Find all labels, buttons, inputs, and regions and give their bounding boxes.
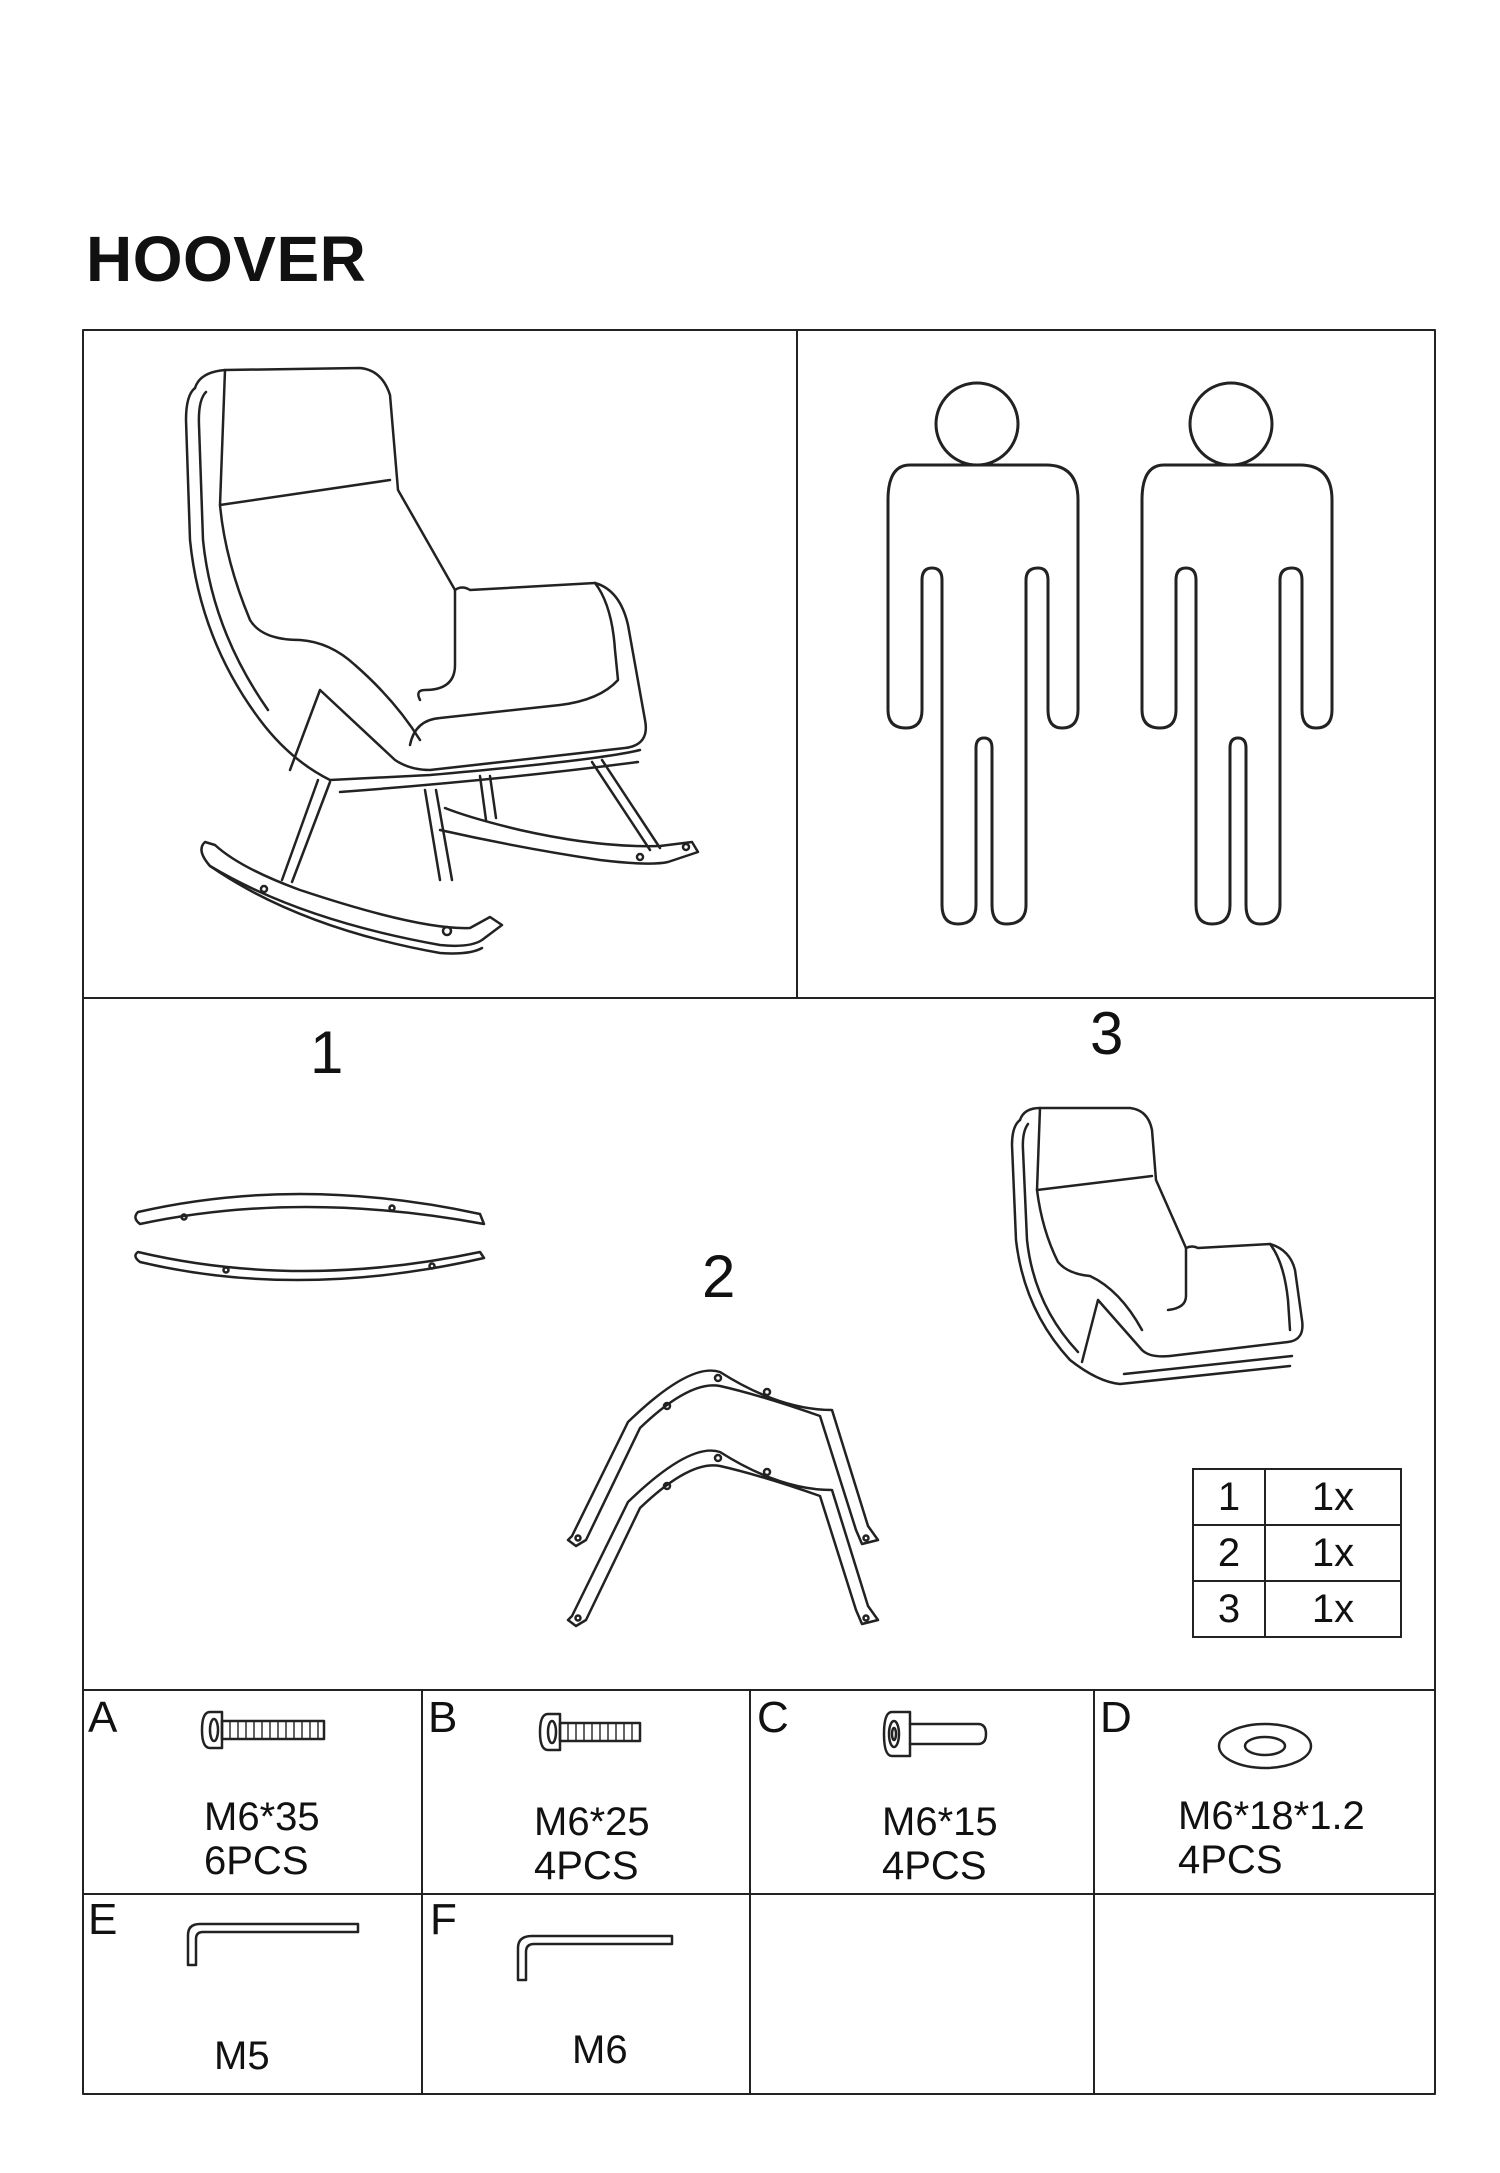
hardware-size-c: M6*15 — [882, 1800, 998, 1844]
quantity-row — [1193, 1581, 1401, 1637]
two-person-assembly-icon — [888, 383, 1332, 924]
allen-key-icon-f — [518, 1936, 672, 1980]
quantity-row — [1193, 1525, 1401, 1581]
hardware-size-f: M6 — [572, 2028, 628, 2072]
hardware-letter-e: E — [88, 1895, 118, 1944]
part-number-3: 3 — [1090, 1000, 1124, 1067]
washer-icon — [1219, 1724, 1311, 1768]
rocking-chair-illustration — [186, 368, 698, 953]
hardware-letter-b: B — [428, 1693, 458, 1742]
medium-bolt-icon — [540, 1714, 640, 1750]
rocker-rails-icon — [135, 1194, 484, 1280]
hardware-count-c: 4PCS — [882, 1844, 987, 1888]
person-icon-left — [888, 383, 1078, 924]
quantity-part: 2 — [1193, 1525, 1265, 1581]
quantity-value: 1x — [1265, 1469, 1401, 1525]
hardware-size-d: M6*18*1.2 — [1178, 1794, 1365, 1838]
part-number-2: 2 — [702, 1243, 736, 1310]
part-number-1: 1 — [310, 1019, 344, 1086]
hardware-size-b: M6*25 — [534, 1800, 650, 1844]
quantity-value: 1x — [1265, 1581, 1401, 1637]
hardware-letter-a: A — [88, 1693, 118, 1742]
hardware-count-b: 4PCS — [534, 1844, 639, 1888]
person-icon-right — [1142, 383, 1332, 924]
hardware-letter-c: C — [757, 1693, 789, 1742]
short-bolt-icon — [884, 1712, 986, 1756]
chair-seat-icon — [1012, 1108, 1302, 1384]
page-title: HOOVER — [86, 223, 367, 295]
hardware-letter-f: F — [430, 1895, 457, 1944]
hardware-count-a: 6PCS — [204, 1839, 309, 1883]
hardware-size-e: M5 — [214, 2034, 270, 2078]
long-bolt-icon — [202, 1712, 324, 1748]
quantity-part: 3 — [1193, 1581, 1265, 1637]
allen-key-icon-e — [188, 1924, 358, 1965]
hardware-letter-d: D — [1100, 1693, 1132, 1742]
leg-frames-icon — [568, 1371, 878, 1626]
quantity-part: 1 — [1193, 1469, 1265, 1525]
hardware-size-a: M6*35 — [204, 1795, 320, 1839]
quantity-value: 1x — [1265, 1525, 1401, 1581]
hardware-count-d: 4PCS — [1178, 1838, 1283, 1882]
quantity-row — [1193, 1469, 1401, 1525]
quantity-table — [1192, 1468, 1402, 1638]
